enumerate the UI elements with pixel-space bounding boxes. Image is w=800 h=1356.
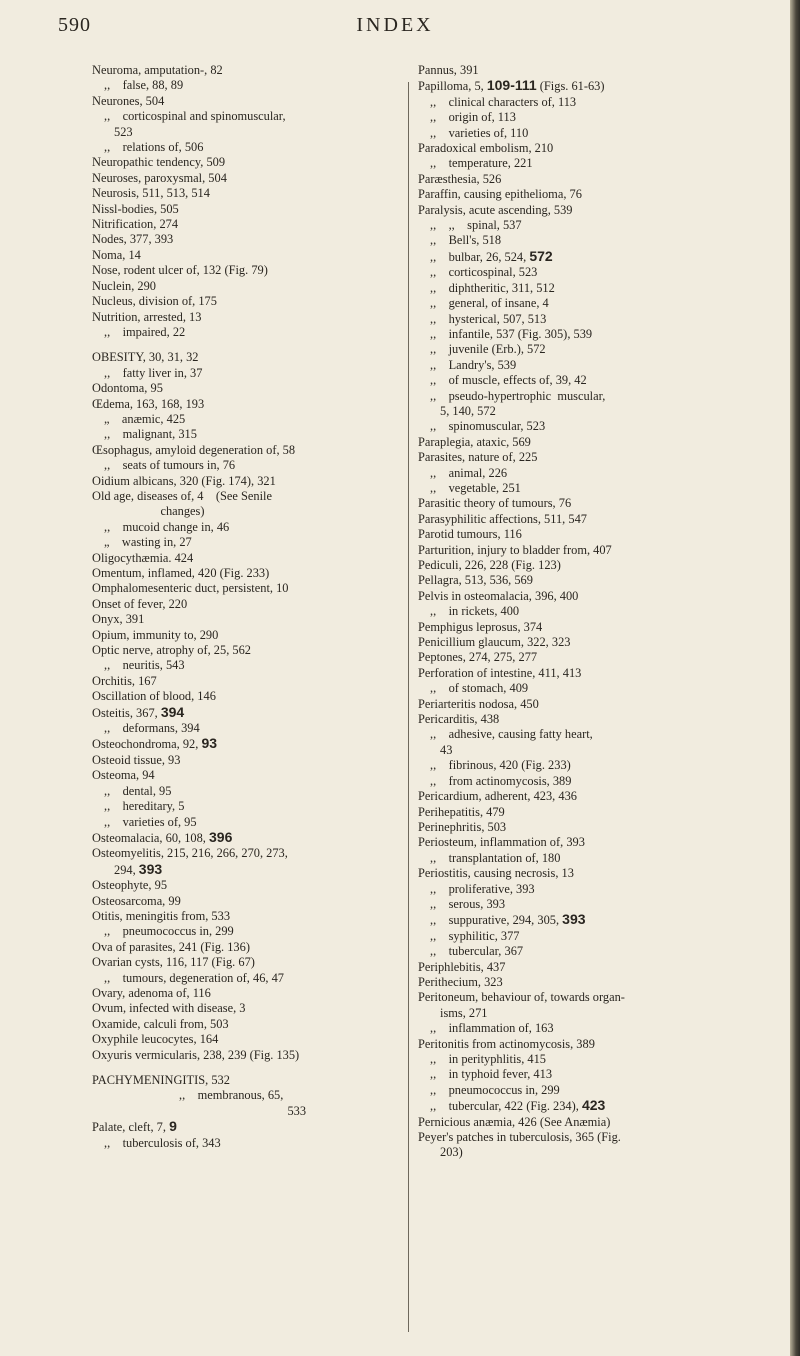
entry-text: ,, pneumococcus in, 299 <box>430 1082 560 1097</box>
entry-text: Peritonitis from actinomycosis, 389 <box>418 1036 595 1051</box>
index-entry <box>92 263 404 278</box>
entry-text: Neuroses, paroxysmal, 504 <box>92 170 227 185</box>
entry-text: Odontoma, 95 <box>92 381 163 396</box>
index-entry <box>92 894 404 909</box>
entry-text: ,, pneumococcus in, 299 <box>104 924 234 939</box>
entry-text: ,, proliferative, 393 <box>430 881 535 896</box>
index-entry <box>418 573 763 588</box>
index-subentry <box>418 1098 763 1114</box>
index-entry <box>418 789 763 804</box>
index-entry <box>418 589 763 604</box>
entry-text: Pellagra, 513, 536, 569 <box>418 573 533 588</box>
entry-text: ,, fatty liver in, 37 <box>104 365 203 380</box>
index-entry <box>418 650 763 665</box>
entry-text: Neurosis, 511, 513, 514 <box>92 186 210 201</box>
index-subentry <box>418 312 763 327</box>
index-subentry <box>418 110 763 125</box>
index-entry <box>418 1115 763 1130</box>
index-entry <box>418 960 763 975</box>
entry-text: Peritoneum, behaviour of, towards organ- <box>418 990 625 1005</box>
index-entry <box>418 820 763 835</box>
index-subentry <box>92 784 404 799</box>
index-entry <box>418 450 763 465</box>
entry-text: Œdema, 163, 168, 193 <box>92 396 205 411</box>
entry-text: ,, mucoid change in, 46 <box>104 519 230 534</box>
index-entry <box>92 381 404 396</box>
index-entry <box>418 866 763 881</box>
entry-text: Ovum, infected with disease, 3 <box>92 1001 246 1016</box>
entry-text: ,, malignant, 315 <box>104 427 197 442</box>
index-subentry <box>92 862 404 878</box>
index-entry <box>92 597 404 612</box>
index-entry <box>92 1032 404 1047</box>
index-subentry <box>418 95 763 110</box>
entry-text: „ wasting in, 27 <box>104 535 192 550</box>
index-entry <box>92 1048 404 1063</box>
index-entry <box>418 1130 763 1145</box>
entry-text: OBESITY, 30, 31, 32 <box>92 350 199 365</box>
index-entry <box>92 248 404 263</box>
index-entry <box>92 581 404 596</box>
entry-text: ,, membranous, 65, <box>114 1088 284 1103</box>
index-subentry <box>418 604 763 619</box>
index-subentry <box>418 743 763 758</box>
entry-text: ,, varieties of, 95 <box>104 814 197 829</box>
index-subentry <box>418 126 763 141</box>
entry-text: ,, transplantation of, 180 <box>430 850 561 865</box>
index-subentry <box>92 78 404 93</box>
entry-text: Nodes, 377, 393 <box>92 232 174 247</box>
entry-text: ,, clinical characters of, 113 <box>430 94 577 109</box>
entry-text: Osteoid tissue, 93 <box>92 752 181 767</box>
index-subentry <box>418 897 763 912</box>
index-entry <box>92 443 404 458</box>
bold-page-ref: 393 <box>562 911 586 928</box>
entry-text: ,, in typhoid fever, 413 <box>430 1067 553 1082</box>
entry-text: Osteochondroma, 92, <box>92 737 202 752</box>
index-subentry <box>418 1021 763 1036</box>
entry-text: ,, Landry's, 539 <box>430 357 517 372</box>
index-subentry <box>418 882 763 897</box>
index-entry <box>92 171 404 186</box>
entry-text: ,, of stomach, 409 <box>430 681 529 696</box>
entry-text: ,, animal, 226 <box>430 465 508 480</box>
index-entry <box>92 566 404 581</box>
index-entry <box>418 635 763 650</box>
index-entry <box>92 753 404 768</box>
entry-text: ,, impaired, 22 <box>104 324 186 339</box>
index-subentry <box>418 1145 763 1160</box>
entry-text: Papilloma, 5, <box>418 79 487 94</box>
index-entry <box>92 705 404 721</box>
entry-text: Paradoxical embolism, 210 <box>418 141 554 156</box>
index-entry <box>418 620 763 635</box>
entry-text: Osteoma, 94 <box>92 768 155 783</box>
entry-text: Palate, cleft, 7, <box>92 1120 170 1135</box>
entry-text: Omphalomesenteric duct, persistent, 10 <box>92 581 289 596</box>
entry-text: Otitis, meningitis from, 533 <box>92 908 231 923</box>
bold-page-ref: 396 <box>209 828 233 845</box>
entry-text: ,, corticospinal and spinomuscular, <box>104 109 286 124</box>
index-entry <box>92 643 404 658</box>
entry-text: Periphlebitis, 437 <box>418 959 506 974</box>
index-entry <box>92 202 404 217</box>
entry-text: Periarteritis nodosa, 450 <box>418 696 539 711</box>
entry-text: Parturition, injury to bladder from, 407 <box>418 542 612 557</box>
index-entry <box>92 986 404 1001</box>
entry-text: Periostitis, causing necrosis, 13 <box>418 866 574 881</box>
index-entry <box>92 279 404 294</box>
index-subentry <box>92 721 404 736</box>
index-entry <box>418 666 763 681</box>
entry-text: ,, in rickets, 400 <box>430 604 520 619</box>
index-entry <box>92 628 404 643</box>
index-entry <box>418 975 763 990</box>
entry-text: ,, of muscle, effects of, 39, 42 <box>430 373 587 388</box>
index-subentry <box>92 125 404 140</box>
entry-text: Paraplegia, ataxic, 569 <box>418 434 531 449</box>
index-subentry <box>418 404 763 419</box>
index-subentry <box>92 504 404 519</box>
entry-text: ,, Bell's, 518 <box>430 233 502 248</box>
index-entry <box>92 955 404 970</box>
index-subentry <box>92 1136 404 1151</box>
index-entry <box>418 512 763 527</box>
entry-text: ,, varieties of, 110 <box>430 125 529 140</box>
index-entry <box>418 203 763 218</box>
entry-text: Pernicious anæmia, 426 (See Anæmia) <box>418 1114 611 1129</box>
entry-text: Neuroma, amputation-, 82 <box>92 63 223 77</box>
index-subentry <box>92 140 404 155</box>
entry-text: Nissl-bodies, 505 <box>92 201 179 216</box>
index-entry <box>92 63 404 78</box>
index-subentry <box>92 427 404 442</box>
index-subentry <box>92 458 404 473</box>
index-subentry <box>92 412 404 427</box>
entry-text: Opium, immunity to, 290 <box>92 627 219 642</box>
entry-text: ,, origin of, 113 <box>430 110 516 125</box>
index-entry <box>92 736 404 752</box>
entry-text: Paræsthesia, 526 <box>418 171 502 186</box>
index-subentry <box>418 342 763 357</box>
index-subentry <box>418 758 763 773</box>
entry-text: ,, syphilitic, 377 <box>430 928 520 943</box>
index-column-left <box>92 63 404 1151</box>
entry-text: Optic nerve, atrophy of, 25, 562 <box>92 643 251 658</box>
entry-text: Onyx, 391 <box>92 612 145 627</box>
bold-page-ref: 394 <box>160 703 185 720</box>
column-divider <box>408 82 409 1332</box>
entry-text: 5, 140, 572 <box>440 403 496 418</box>
entry-text: Neuropathic tendency, 509 <box>92 155 226 170</box>
index-entry <box>418 141 763 156</box>
index-subentry <box>92 109 404 124</box>
index-subentry <box>92 520 404 535</box>
entry-text: Osteitis, 367, <box>92 705 161 720</box>
index-subentry <box>92 325 404 340</box>
entry-text: Oxamide, calculi from, 503 <box>92 1016 229 1031</box>
index-subentry <box>418 358 763 373</box>
index-entry <box>418 990 763 1005</box>
index-entry <box>418 835 763 850</box>
index-subentry <box>92 658 404 673</box>
bold-page-ref: 572 <box>529 247 553 264</box>
index-entry <box>92 940 404 955</box>
entry-text: ,, tubercular, 422 (Fig. 234), <box>430 1099 582 1114</box>
index-subentry <box>418 1052 763 1067</box>
index-entry <box>92 551 404 566</box>
index-subentry <box>418 218 763 233</box>
index-subentry <box>92 924 404 939</box>
entry-text: ,, from actinomycosis, 389 <box>430 773 572 788</box>
entry-text: Pericardium, adherent, 423, 436 <box>418 789 577 804</box>
index-entry <box>92 94 404 109</box>
entry-text: ,, hereditary, 5 <box>104 799 185 814</box>
index-entry <box>92 474 404 489</box>
index-subentry <box>418 681 763 696</box>
index-entry <box>92 830 404 846</box>
entry-text: Peyer's patches in tuberculosis, 365 (Fig. <box>418 1130 621 1145</box>
index-subentry <box>418 1067 763 1082</box>
index-subentry <box>418 249 763 265</box>
index-entry <box>418 527 763 542</box>
index-entry <box>92 1001 404 1016</box>
index-entry <box>92 1073 404 1088</box>
entry-text: ,, hysterical, 507, 513 <box>430 311 547 326</box>
page-header <box>0 14 790 40</box>
entry-text: ,, general, of insane, 4 <box>430 296 549 311</box>
entry-text: Oidium albicans, 320 (Fig. 174), 321 <box>92 473 276 488</box>
entry-text: ,, fibrinous, 420 (Fig. 233) <box>430 758 571 773</box>
entry-text: Pediculi, 226, 228 (Fig. 123) <box>418 558 561 572</box>
index-subentry <box>92 815 404 830</box>
index-subentry <box>418 851 763 866</box>
entry-text: ,, seats of tumours in, 76 <box>104 458 236 473</box>
entry-text: ,, spinomuscular, 523 <box>430 419 546 434</box>
entry-text: Pemphigus leprosus, 374 <box>418 619 543 634</box>
index-subentry <box>92 1104 404 1119</box>
entry-text: Pannus, 391 <box>418 63 479 77</box>
index-subentry <box>418 944 763 959</box>
entry-text: Paraffin, causing epithelioma, 76 <box>418 187 582 202</box>
entry-text: „ anæmic, 425 <box>104 411 186 426</box>
index-subentry <box>418 296 763 311</box>
entry-text: ,, tumours, degeneration of, 46, 47 <box>104 970 284 985</box>
entry-text: Ovarian cysts, 116, 117 (Fig. 67) <box>92 955 255 970</box>
entry-text: Perinephritis, 503 <box>418 819 507 834</box>
index-entry <box>92 674 404 689</box>
entry-text: ,, corticospinal, 523 <box>430 265 538 280</box>
index-entry <box>92 878 404 893</box>
entry-text: ,, neuritis, 543 <box>104 658 185 673</box>
entry-text: Oligocythæmia. 424 <box>92 550 194 565</box>
entry-text: ,, infantile, 537 (Fig. 305), 539 <box>430 326 593 341</box>
index-entry <box>92 909 404 924</box>
entry-text: Œsophagus, amyloid degeneration of, 58 <box>92 442 296 457</box>
entry-text: ,, inflammation of, 163 <box>430 1021 554 1036</box>
bold-page-ref: 423 <box>581 1097 606 1114</box>
entry-text: Ova of parasites, 241 (Fig. 136) <box>92 939 250 954</box>
index-entry <box>92 294 404 309</box>
entry-text: PACHYMENINGITIS, 532 <box>92 1073 230 1087</box>
index-subentry <box>418 774 763 789</box>
index-subentry <box>92 535 404 550</box>
entry-text: 523 <box>114 124 133 139</box>
bold-page-ref: 9 <box>169 1118 177 1135</box>
entry-text: Orchitis, 167 <box>92 673 157 688</box>
index-entry <box>92 846 404 861</box>
index-entry <box>418 435 763 450</box>
entry-text: ,, pseudo-hypertrophic muscular, <box>430 388 606 403</box>
entry-text: Oxyphile leucocytes, 164 <box>92 1032 219 1047</box>
index-entry <box>418 697 763 712</box>
entry-text: 533 <box>114 1103 307 1118</box>
entry-text: ,, relations of, 506 <box>104 140 204 155</box>
entry-text: ,, serous, 393 <box>430 896 506 911</box>
entry-text: Noma, 14 <box>92 247 141 262</box>
entry-text: Paralysis, acute ascending, 539 <box>418 202 573 217</box>
entry-text: Osteosarcoma, 99 <box>92 893 181 908</box>
entry-text: Nucleus, division of, 175 <box>92 294 217 309</box>
index-entry <box>92 350 404 365</box>
entry-text: Nose, rodent ulcer of, 132 (Fig. 79) <box>92 263 268 278</box>
index-entry <box>92 1119 404 1135</box>
entry-text: Oxyuris vermicularis, 238, 239 (Fig. 135) <box>92 1047 300 1062</box>
index-entry <box>92 217 404 232</box>
entry-text: Oscillation of blood, 146 <box>92 689 216 704</box>
index-subentry <box>418 265 763 280</box>
index-entry <box>418 187 763 202</box>
index-subentry <box>418 912 763 928</box>
index-entry <box>92 397 404 412</box>
page-title: INDEX <box>356 14 434 36</box>
entry-text: Nutrition, arrested, 13 <box>92 309 202 324</box>
entry-text: Penicillium glaucum, 322, 323 <box>418 635 571 650</box>
index-entry <box>92 489 404 504</box>
page-number: 590 <box>58 14 91 36</box>
entry-text: Ovary, adenoma of, 116 <box>92 985 211 1000</box>
entry-text: Old age, diseases of, 4 (See Senile <box>92 488 272 503</box>
index-entry <box>418 805 763 820</box>
entry-text: changes) <box>114 504 205 519</box>
entry-text: Parasites, nature of, 225 <box>418 450 538 465</box>
index-subentry <box>92 799 404 814</box>
index-entry <box>92 155 404 170</box>
index-subentry <box>92 366 404 381</box>
index-entry <box>92 612 404 627</box>
entry-text: ,, temperature, 221 <box>430 156 533 171</box>
index-subentry <box>418 373 763 388</box>
entry-text: ,, deformans, 394 <box>104 721 200 736</box>
entry-text: Perithecium, 323 <box>418 974 503 989</box>
index-entry <box>92 689 404 704</box>
bold-page-ref: 393 <box>138 860 163 877</box>
entry-text: Periosteum, inflammation of, 393 <box>418 835 585 850</box>
index-subentry <box>418 727 763 742</box>
book-edge <box>790 0 800 1356</box>
index-entry <box>418 712 763 727</box>
entry-text: ,, ,, spinal, 537 <box>430 218 522 233</box>
index-subentry <box>418 327 763 342</box>
index-entry <box>92 1017 404 1032</box>
entry-text: ,, bulbar, 26, 524, <box>430 249 530 264</box>
entry-text: ,, diphtheritic, 311, 512 <box>430 280 555 295</box>
entry-text: Pericarditis, 438 <box>418 712 500 727</box>
index-subentry <box>418 389 763 404</box>
entry-text-after: (Figs. 61-63) <box>536 79 605 94</box>
entry-text: 294, <box>114 862 139 877</box>
index-entry <box>418 78 763 94</box>
index-subentry <box>418 281 763 296</box>
index-subentry <box>418 1083 763 1098</box>
entry-text: ,, suppurative, 294, 305, <box>430 913 563 928</box>
entry-text: ,, vegetable, 251 <box>430 480 521 495</box>
entry-text: isms, 271 <box>440 1005 488 1020</box>
entry-text: Osteomalacia, 60, 108, <box>92 830 209 845</box>
index-subentry <box>418 156 763 171</box>
entry-text: Onset of fever, 220 <box>92 596 188 611</box>
entry-text: ,, juvenile (Erb.), 572 <box>430 342 546 357</box>
entry-text: ,, dental, 95 <box>104 783 172 798</box>
entry-text: Perforation of intestine, 411, 413 <box>418 665 582 680</box>
entry-text: Nitrification, 274 <box>92 217 179 232</box>
index-subentry <box>418 233 763 248</box>
index-subentry <box>418 419 763 434</box>
entry-text: ,, in perityphlitis, 415 <box>430 1052 546 1066</box>
entry-text: Nuclein, 290 <box>92 278 157 293</box>
bold-page-ref: 93 <box>201 735 218 752</box>
entry-text: Perihepatitis, 479 <box>418 804 505 819</box>
index-subentry <box>92 1088 404 1103</box>
entry-text: 43 <box>440 742 453 757</box>
index-subentry <box>418 1006 763 1021</box>
entry-text: ,, adhesive, causing fatty heart, <box>430 727 593 742</box>
entry-text: Peptones, 274, 275, 277 <box>418 650 538 665</box>
index-entry <box>418 63 763 78</box>
index-entry <box>418 172 763 187</box>
index-entry <box>418 543 763 558</box>
entry-text: ,, false, 88, 89 <box>104 78 184 93</box>
entry-text: Parotid tumours, 116 <box>418 527 522 542</box>
entry-text: Parasitic theory of tumours, 76 <box>418 496 572 511</box>
index-subentry <box>418 929 763 944</box>
index-entry <box>418 1037 763 1052</box>
index-subentry <box>92 971 404 986</box>
index-subentry <box>418 481 763 496</box>
index-entry <box>418 496 763 511</box>
index-entry <box>92 310 404 325</box>
index-entry <box>92 232 404 247</box>
entry-text: Pelvis in osteomalacia, 396, 400 <box>418 588 579 603</box>
entry-text: ,, tuberculosis of, 343 <box>104 1135 221 1150</box>
entry-text: Osteophyte, 95 <box>92 878 168 893</box>
entry-text: Omentum, inflamed, 420 (Fig. 233) <box>92 566 270 580</box>
index-entry <box>418 558 763 573</box>
entry-text: Neurones, 504 <box>92 93 165 108</box>
entry-text: 203) <box>440 1145 463 1160</box>
entry-text: Parasyphilitic affections, 511, 547 <box>418 511 587 526</box>
index-entry <box>92 768 404 783</box>
entry-text: Osteomyelitis, 215, 216, 266, 270, 273, <box>92 846 288 861</box>
entry-text: ,, tubercular, 367 <box>430 944 524 959</box>
index-subentry <box>418 466 763 481</box>
bold-page-ref: 109-111 <box>486 77 537 94</box>
index-entry <box>92 186 404 201</box>
index-column-right <box>418 63 763 1161</box>
